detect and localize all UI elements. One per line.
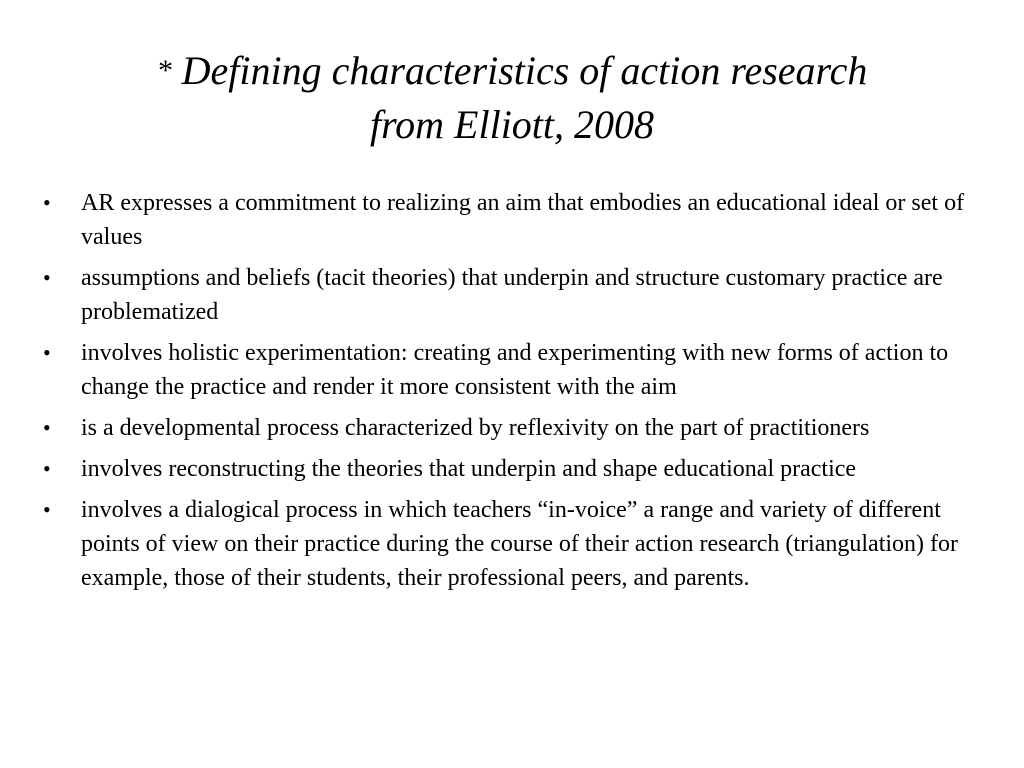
bullet-text: assumptions and beliefs (tacit theories) that underpin and structure customary practice are problematized [81, 265, 943, 325]
bullet-text: involves a dialogical process in which teachers “in-voice” a range and variety of different points of view on their practice during the course of their action research (triangulation) for example, those of their students, their professional peers, and parents. [81, 497, 959, 591]
bullet-icon: • [43, 497, 51, 522]
bullet-icon: • [43, 456, 51, 481]
list-item [0, 336, 1024, 404]
list-item [0, 452, 1024, 486]
list-item [0, 186, 1024, 254]
title-text-line-1: Defining characteristics of action research [181, 48, 868, 93]
bullet-text: involves reconstructing the theories that underpin and shape educational practice [81, 456, 857, 482]
title-line-1 [60, 44, 964, 98]
list-item [0, 261, 1024, 329]
bullet-list [0, 186, 1024, 602]
list-item [0, 493, 1024, 595]
bullet-text: is a developmental process characterized by reflexivity on the part of practitioners [81, 415, 870, 441]
title-line-2: from Elliott, 2008 [369, 102, 655, 147]
title-asterisk: * [156, 54, 172, 87]
bullet-icon: • [43, 415, 51, 440]
bullet-icon: • [43, 340, 51, 365]
bullet-text: involves holistic experimentation: creating and experimenting with new forms of action to change the practice and render it more consistent with the aim [81, 340, 949, 400]
bullet-icon: • [43, 190, 51, 215]
list-item [0, 411, 1024, 445]
bullet-icon: • [43, 265, 51, 290]
slide-title [60, 44, 964, 152]
bullet-text: AR expresses a commitment to realizing an aim that embodies an educational ideal or set of values [81, 190, 965, 250]
